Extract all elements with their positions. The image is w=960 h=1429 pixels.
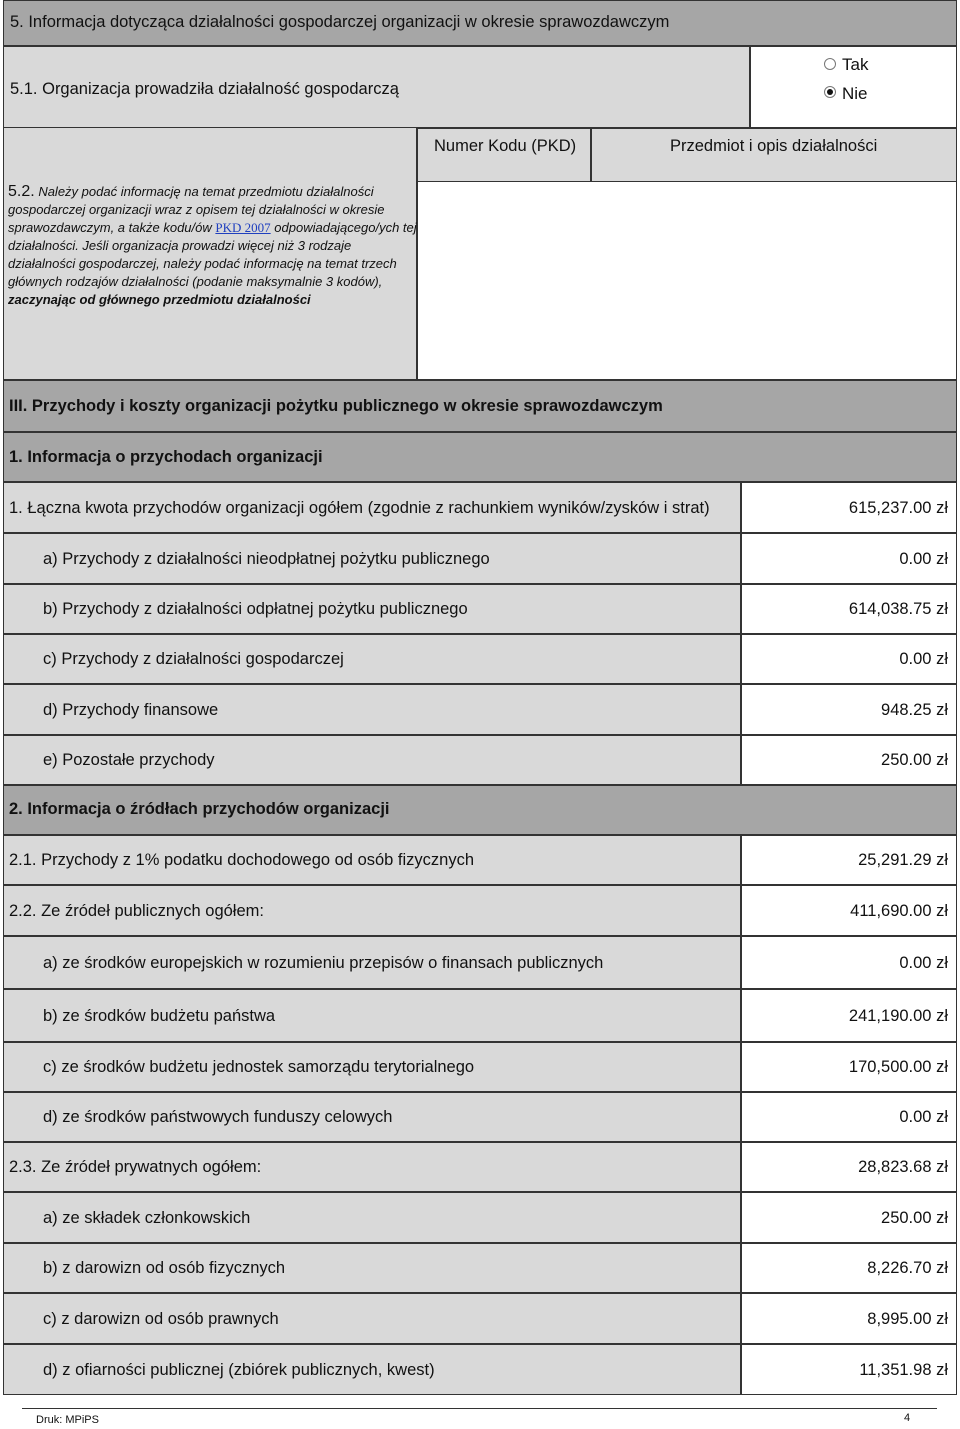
source-label: 2.3. Ze źródeł prywatnych ogółem: (9, 1158, 262, 1176)
source-value: 411,690.00 zł (850, 902, 948, 920)
source-value: 8,226.70 zł (867, 1259, 948, 1277)
source-row (3, 835, 957, 885)
revenue-label: 1. Łączna kwota przychodów organizacji ogółem (zgodnie z rachunkiem wyników/zysków i strat) (9, 499, 710, 517)
q52-text-b: odpowiadającego/ych tej działalności. Jeśli organizacja prowadzi więcej niż 3 rodzaje działalności gospodarczej, należy podać informację na temat trzech głównych rodzajów działalności (podanie maksymalnie 3 kodów), (8, 220, 417, 289)
source-value: 0.00 zł (899, 1108, 948, 1126)
radio-nie-label: Nie (842, 84, 868, 103)
revenue-label: d) Przychody finansowe (43, 701, 219, 719)
revenue-row (3, 482, 957, 533)
q52-text-bold: zaczynając od głównego przedmiotu działalności (8, 292, 311, 307)
source-row (3, 1092, 957, 1142)
section5-header (3, 0, 957, 46)
revenue-label-cell (3, 584, 741, 634)
revenue-value-field[interactable] (741, 482, 957, 533)
revenue-value: 614,038.75 zł (848, 600, 948, 618)
source-row (3, 936, 957, 989)
revenue-label: a) Przychody z działalności nieodpłatnej pożytku publicznego (43, 550, 490, 568)
q51-label: 5.1. Organizacja prowadziła działalność gospodarczą (10, 80, 399, 98)
revenue-value: 0.00 zł (899, 650, 948, 668)
col-opis-label: Przedmiot i opis działalności (670, 137, 878, 155)
source-row (3, 1344, 957, 1395)
section3-sub1-header (3, 432, 957, 482)
section3-sub2-header (3, 785, 957, 835)
source-label-cell (3, 1243, 741, 1293)
revenue-value: 0.00 zł (899, 550, 948, 568)
source-value: 28,823.68 zł (858, 1158, 948, 1176)
source-value-field[interactable] (741, 1192, 957, 1243)
pkd-input-area[interactable] (417, 182, 957, 380)
section3-title: III. Przychody i koszty organizacji pożytku publicznego w okresie sprawozdawczym (9, 397, 663, 415)
source-value-field[interactable] (741, 835, 957, 885)
radio-nie[interactable] (824, 86, 836, 98)
revenue-label-cell (3, 533, 741, 584)
revenue-value: 250.00 zł (881, 751, 948, 769)
source-label: a) ze środków europejskich w rozumieniu przepisów o finansach publicznych (43, 954, 604, 972)
revenue-label-cell (3, 634, 741, 684)
source-value: 0.00 zł (899, 954, 948, 972)
source-value-field[interactable] (741, 885, 957, 936)
source-label: c) z darowizn od osób prawnych (43, 1310, 279, 1328)
source-row (3, 885, 957, 936)
section3-sub2-title: 2. Informacja o źródłach przychodów organizacji (9, 800, 390, 818)
source-label-cell (3, 989, 741, 1042)
q52-text (8, 183, 418, 309)
source-label-cell (3, 1192, 741, 1243)
source-value-field[interactable] (741, 989, 957, 1042)
revenue-label-cell (3, 684, 741, 735)
source-value-field[interactable] (741, 1293, 957, 1344)
source-label: b) z darowizn od osób fizycznych (43, 1259, 286, 1277)
source-label: a) ze składek członkowskich (43, 1209, 251, 1227)
revenue-label-cell (3, 482, 741, 533)
q52-text-a: Należy podać informację na temat przedmiotu działalności gospodarczej organizacji wraz z opisem tej działalności w okresie sprawozdawczym, a także kodu/ów (8, 184, 385, 235)
source-value-field[interactable] (741, 1092, 957, 1142)
source-label: d) z ofiarności publicznej (zbiórek publicznych, kwest) (43, 1361, 435, 1379)
revenue-row (3, 684, 957, 735)
section3-sub1-title: 1. Informacja o przychodach organizacji (9, 448, 323, 466)
section5-title: 5. Informacja dotycząca działalności gospodarczej organizacji w okresie sprawozdawczym (10, 13, 670, 31)
revenue-row (3, 533, 957, 584)
revenue-label: b) Przychody z działalności odpłatnej pożytku publicznego (43, 600, 468, 618)
q51-label-cell (3, 46, 750, 128)
revenue-row (3, 584, 957, 634)
source-label-cell (3, 1042, 741, 1092)
revenue-label-cell (3, 735, 741, 785)
source-label: 2.2. Ze źródeł publicznych ogółem: (9, 902, 264, 920)
revenue-value: 948.25 zł (881, 701, 948, 719)
source-label: c) ze środków budżetu jednostek samorządu terytorialnego (43, 1058, 475, 1076)
page-number: 4 (904, 1412, 911, 1424)
source-value: 250.00 zł (881, 1209, 948, 1227)
revenue-row (3, 634, 957, 684)
col-header-opis (591, 128, 957, 182)
source-value: 170,500.00 zł (848, 1058, 948, 1076)
section3-header (3, 380, 957, 432)
revenue-value-field[interactable] (741, 684, 957, 735)
revenue-value-field[interactable] (741, 584, 957, 634)
source-label: b) ze środków budżetu państwa (43, 1007, 276, 1025)
source-label: d) ze środków państwowych funduszy celowych (43, 1108, 393, 1126)
source-value: 25,291.29 zł (858, 851, 948, 869)
source-label: 2.1. Przychody z 1% podatku dochodowego od osób fizycznych (9, 851, 475, 869)
source-value-field[interactable] (741, 1042, 957, 1092)
source-value: 11,351.98 zł (859, 1361, 948, 1379)
radio-tak[interactable] (824, 58, 836, 70)
q51-radio-cell (750, 46, 957, 128)
revenue-label: c) Przychody z działalności gospodarczej (43, 650, 344, 668)
source-label-cell (3, 885, 741, 936)
source-row (3, 1293, 957, 1344)
source-label-cell (3, 835, 741, 885)
source-label-cell (3, 1142, 741, 1192)
pkd-link[interactable]: PKD 2007 (215, 220, 271, 235)
revenue-value: 615,237.00 zł (848, 499, 948, 517)
revenue-value-field[interactable] (741, 735, 957, 785)
source-row (3, 1042, 957, 1092)
source-label-cell (3, 1293, 741, 1344)
col-pkd-label: Numer Kodu (PKD) (434, 137, 577, 155)
source-row (3, 989, 957, 1042)
footer-left: Druk: MPiPS (36, 1414, 99, 1426)
revenue-value-field[interactable] (741, 533, 957, 584)
source-value-field[interactable] (741, 1142, 957, 1192)
revenue-value-field[interactable] (741, 634, 957, 684)
source-value: 241,190.00 zł (848, 1007, 948, 1025)
source-value-field[interactable] (741, 1243, 957, 1293)
source-row (3, 1142, 957, 1192)
source-label-cell (3, 1344, 741, 1395)
revenue-label: e) Pozostałe przychody (43, 751, 215, 769)
revenue-row (3, 735, 957, 785)
source-label-cell (3, 1092, 741, 1142)
source-row (3, 1192, 957, 1243)
source-value: 8,995.00 zł (867, 1310, 948, 1328)
radio-tak-label: Tak (842, 55, 869, 74)
source-row (3, 1243, 957, 1293)
q52-number: 5.2. (8, 183, 35, 200)
source-value-field[interactable] (741, 936, 957, 989)
footer-line (22, 1408, 937, 1409)
source-label-cell (3, 936, 741, 989)
source-value-field[interactable] (741, 1344, 957, 1395)
col-header-pkd (417, 128, 591, 182)
